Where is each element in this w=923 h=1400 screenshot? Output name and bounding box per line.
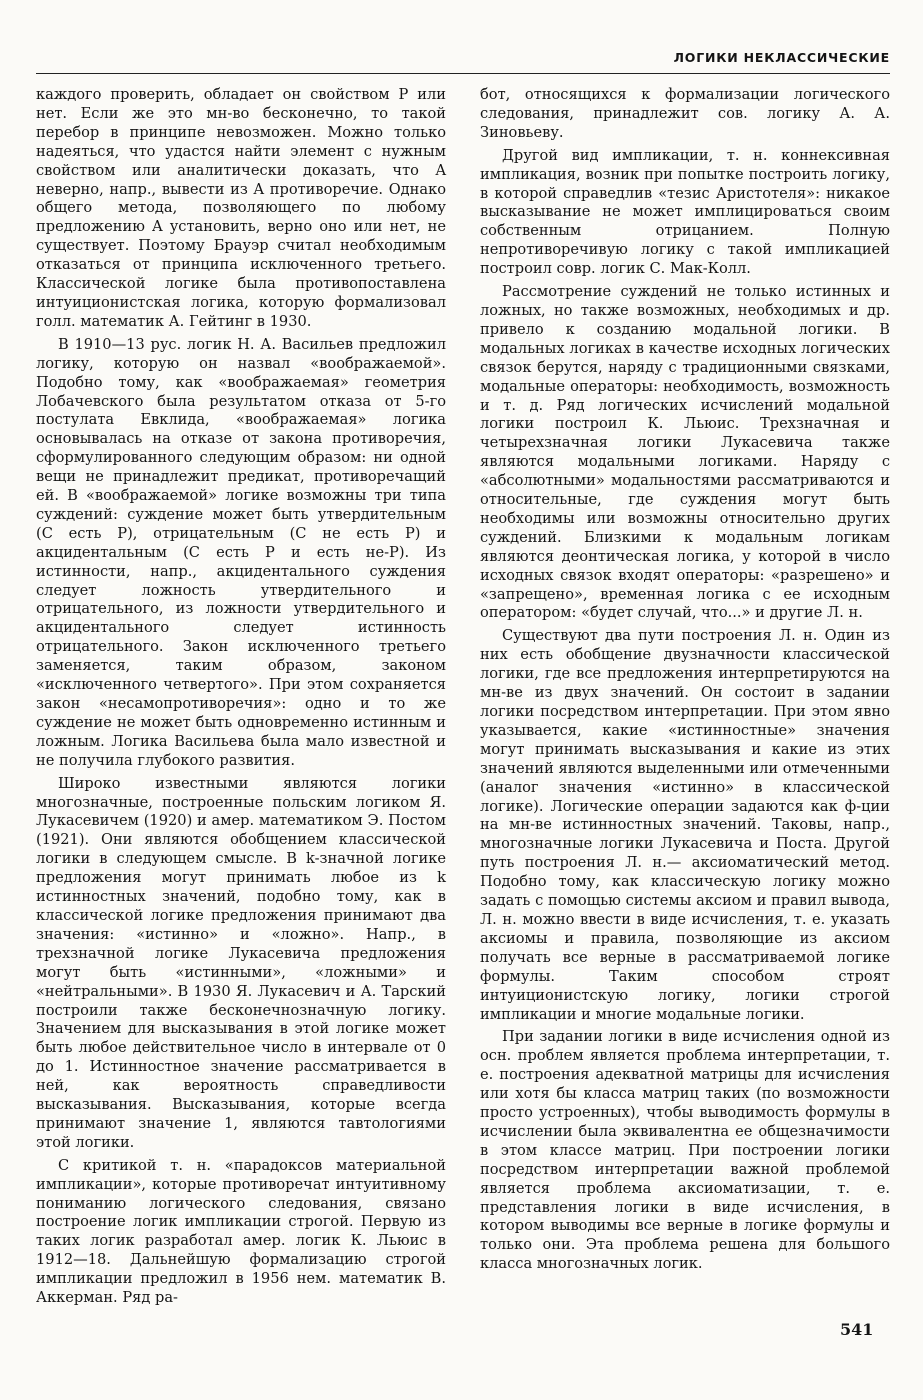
paragraph: При задании логики в виде исчисления одной из осн. проблем является проблема интерпретации, т. е. построения адекватной матрицы для исчисления или хотя бы класса матриц таких (по возможности просто устроенных), чтобы выводимость формулы в исчислении была эквивалентна ее общезначимости в этом классе матриц. При построении логики посредством интерпретации важной проблемой является проблема аксиоматизации, т. е. представления логики в виде исчисления, в котором выводимы все верные в логике формулы и только они. Эта проблема решена для большого класса многозначных логик. [480,1028,890,1273]
paragraph: С критикой т. н. «парадоксов материальной импликации», которые противоречат интуитивному пониманию логического следования, связано построение логик импликации строгой. Первую из таких логик разработал амер. логик К. Льюис в 1912—18. Дальнейшую формализацию строгой импликации предложил в 1956 нем. математик В. Аккерман. Ряд ра- [36,1156,446,1307]
paragraph: Широко известными являются логики многозначные, построенные польским логиком Я. Лукасевичем (1920) и амер. математиком Э. Постом (1921). Они являются обобщением классической логики в следующем смысле. В k-значной логике предложения могут принимать любое из k истинностных значений, подобно тому, как в классической логике предложения принимают два значения: «истинно» и «ложно». Напр., в трехзначной логике Лукасевича предложения могут быть «истинными», «ложными» и «нейтральными». В 1930 Я. Лукасевич и А. Тарский построили также бесконечнозначную логику. Значением для высказывания в этой логике может быть любое действительное число в интервале от 0 до 1. Истинностное значение рассматривается в ней, как вероятность справедливости высказывания. Высказывания, которые всегда принимают значение 1, являются тавтологиями этой логики. [36,774,446,1151]
paragraph: Существуют два пути построения Л. н. Один из них есть обобщение двузначности классической логики, где все предложения интерпретируются на мн-ве из двух значений. Он состоит в задании логики посредством интерпретации. При этом явно указывается, какие «истинностные» значения могут принимать высказывания и какие из этих значений являются выделенными или отмеченными (аналог значения «истинно» в классической логике). Логические операции задаются как ф-ции на мн-ве истинностных значений. Таковы, напр., многозначные логики Лукасевича и Поста. Другой путь построения Л. н.— аксиоматический метод. Подобно тому, как классическую логику можно задать с помощью системы аксиом и правил вывода, Л. н. можно ввести в виде исчисления, т. е. указать аксиомы и правила, позволяющие из аксиом получать все верные в рассматриваемой логике формулы. Таким способом строят интуиционистскую логику, логики строгой импликации и многие модальные логики. [480,627,890,1023]
paragraph: бот, относящихся к формализации логического следования, принадлежит сов. логику А. А. Зиновьеву. [480,86,890,141]
paragraph: В 1910—13 рус. логик Н. А. Васильев предложил логику, которую он назвал «воображаемой». Подобно тому, как «воображаемая» геометрия Лобачевского была результатом отказа от 5-го постулата Евклида, «воображаемая» логика основывалась на отказе от закона противоречия, сформулированного следующим образом: ни одной вещи не принадлежит предикат, противоречащий ей. В «воображаемой» логике возможны три типа суждений: суждение может быть утвердительным (C есть P), отрицательным (C не есть P) и акцидентальным (C есть P и есть не-P). Из истинности, напр., акцидентального суждения следует ложность утвердительного и отрицательного, из ложности утвердительного и акцидентального следует истинность отрицательного. Закон исключенного третьего заменяется, таким образом, законом «исключенного четвертого». При этом сохраняется закон «несамопротиворечия»: одно и то же суждение не может быть одновременно истинным и ложным. Логика Васильева была мало известной и не получила глубокого развития. [36,335,446,769]
paragraph: Другой вид импликации, т. н. коннексивная импликация, возник при попытке построить логику, в которой справедлив «тезис Аристотеля»: никакое высказывание не может имплицироваться своим собственным отрицанием. Полную непротиворечивую логику с такой импликацией построил совр. логик С. Мак-Колл. [480,146,890,278]
page-number: 541 [840,1320,874,1339]
left-column [36,86,446,1312]
right-column [480,86,890,1278]
paragraph: каждого проверить, обладает он свойством P или нет. Если же это мн-во бесконечно, то такой перебор в принципе невозможен. Можно только надеяться, что удастся найти элемент с нужным свойством или аналитически доказать, что A неверно, напр., вывести из A противоречие. Однако общего метода, позволяющего по любому предложению A установить, верно оно или нет, не существует. Поэтому Брауэр считал необходимым отказаться от принципа исключенного третьего. Классической логике была противопоставлена интуиционистская логика, которую формализовал голл. математик А. Гейтинг в 1930. [36,86,446,330]
header-rule [36,73,890,74]
running-header: ЛОГИКИ НЕКЛАССИЧЕСКИЕ [673,50,890,65]
paragraph: Рассмотрение суждений не только истинных и ложных, но также возможных, необходимых и др. привело к созданию модальной логики. В модальных логиках в качестве исходных логических связок берутся, наряду с традиционными связками, модальные операторы: необходимость, возможность и т. д. Ряд логических исчислений модальной логики построил К. Льюис. Трехзначная и четырехзначная логики Лукасевича также являются модальными логиками. Наряду с «абсолютными» модальностями рассматриваются и относительные, где суждения могут быть необходимы или возможны относительно других суждений. Близкими к модальным логикам являются деонтическая логика, у которой в число исходных связок входят операторы: «разрешено» и «запрещено», временная логика с ее исходным оператором: «будет случай, что...» и другие Л. н. [480,283,890,622]
